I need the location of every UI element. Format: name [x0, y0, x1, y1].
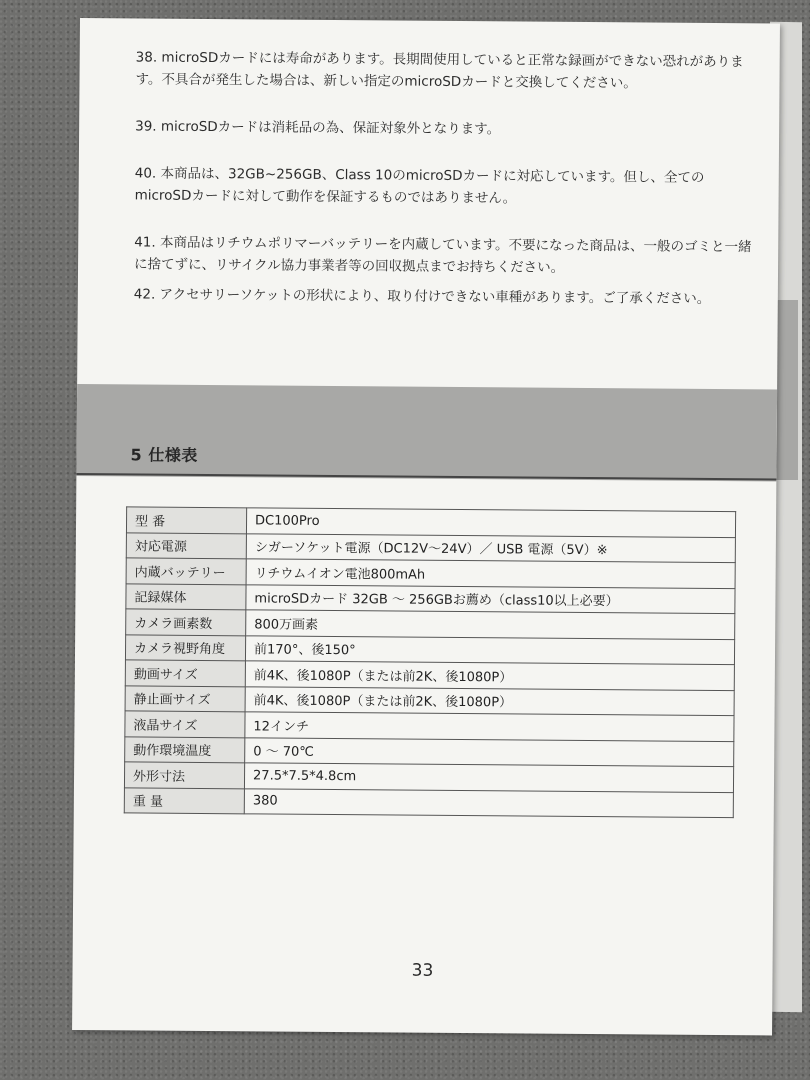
spec-value: 27.5*7.5*4.8cm	[244, 763, 733, 792]
spec-label: 内蔵バッテリー	[126, 558, 246, 584]
spec-value: 12インチ	[245, 712, 734, 741]
spec-value: DC100Pro	[246, 508, 735, 537]
note-item: 39. microSDカードは消耗品の為、保証対象外となります。	[135, 118, 501, 138]
note-item: 40. 本商品は、32GB~256GB、Class 10のmicroSDカードに対応しています。但し、全てのmicroSDカードに対して動作を保証するものではありません。	[134, 165, 705, 207]
spec-label: カメラ画素数	[126, 609, 246, 635]
spec-label: 記録媒体	[126, 583, 246, 609]
spec-label: 動画サイズ	[125, 660, 245, 686]
page-number: 33	[411, 960, 434, 981]
spec-table	[124, 506, 736, 818]
section-header-band	[76, 384, 777, 481]
spec-value: 前4K、後1080P（または前2K、後1080P）	[245, 661, 734, 690]
spec-value: 前4K、後1080P（または前2K、後1080P）	[245, 686, 734, 715]
note-item: 38. microSDカードには寿命があります。長期間使用していると正常な録画ができない恐れがあります。不具合が発生した場合は、新しい指定のmicroSDカードと交換してください。	[135, 49, 744, 92]
spec-label: 静止画サイズ	[125, 685, 245, 711]
spec-value: 380	[244, 788, 733, 817]
spec-value: 800万画素	[246, 610, 735, 639]
spec-label: 動作環境温度	[125, 736, 245, 762]
spec-label: 重 量	[124, 787, 244, 813]
spec-value: 前170°、後150°	[245, 635, 734, 664]
table-row	[124, 787, 733, 817]
spec-label: 対応電源	[126, 532, 246, 558]
spec-value: シガーソケット電源（DC12V〜24V）／ USB 電源（5V）※	[246, 533, 735, 562]
spec-label: 型 番	[126, 507, 246, 533]
spec-label: 液晶サイズ	[125, 711, 245, 737]
notes-list	[134, 46, 756, 335]
spec-label: カメラ視野角度	[125, 634, 245, 660]
spec-label: 外形寸法	[124, 762, 244, 788]
note-item: 42. アクセサリーソケットの形状により、取り付けできない車種があります。ご了承ください。	[133, 286, 711, 307]
spec-value: 0 〜 70℃	[245, 737, 734, 766]
spec-value: リチウムイオン電池800mAh	[246, 559, 735, 588]
note-item: 41. 本商品はリチウムポリマーバッテリーを内蔵しています。不要になった商品は、一般のゴミと一緒に捨てずに、リサイクル協力事業者等の回収拠点までお持ちください。	[134, 234, 752, 276]
section-title: 5 仕様表	[130, 445, 198, 465]
manual-page	[72, 18, 780, 1035]
spec-value: microSDカード 32GB 〜 256GBお薦め（class10以上必要）	[246, 584, 735, 613]
